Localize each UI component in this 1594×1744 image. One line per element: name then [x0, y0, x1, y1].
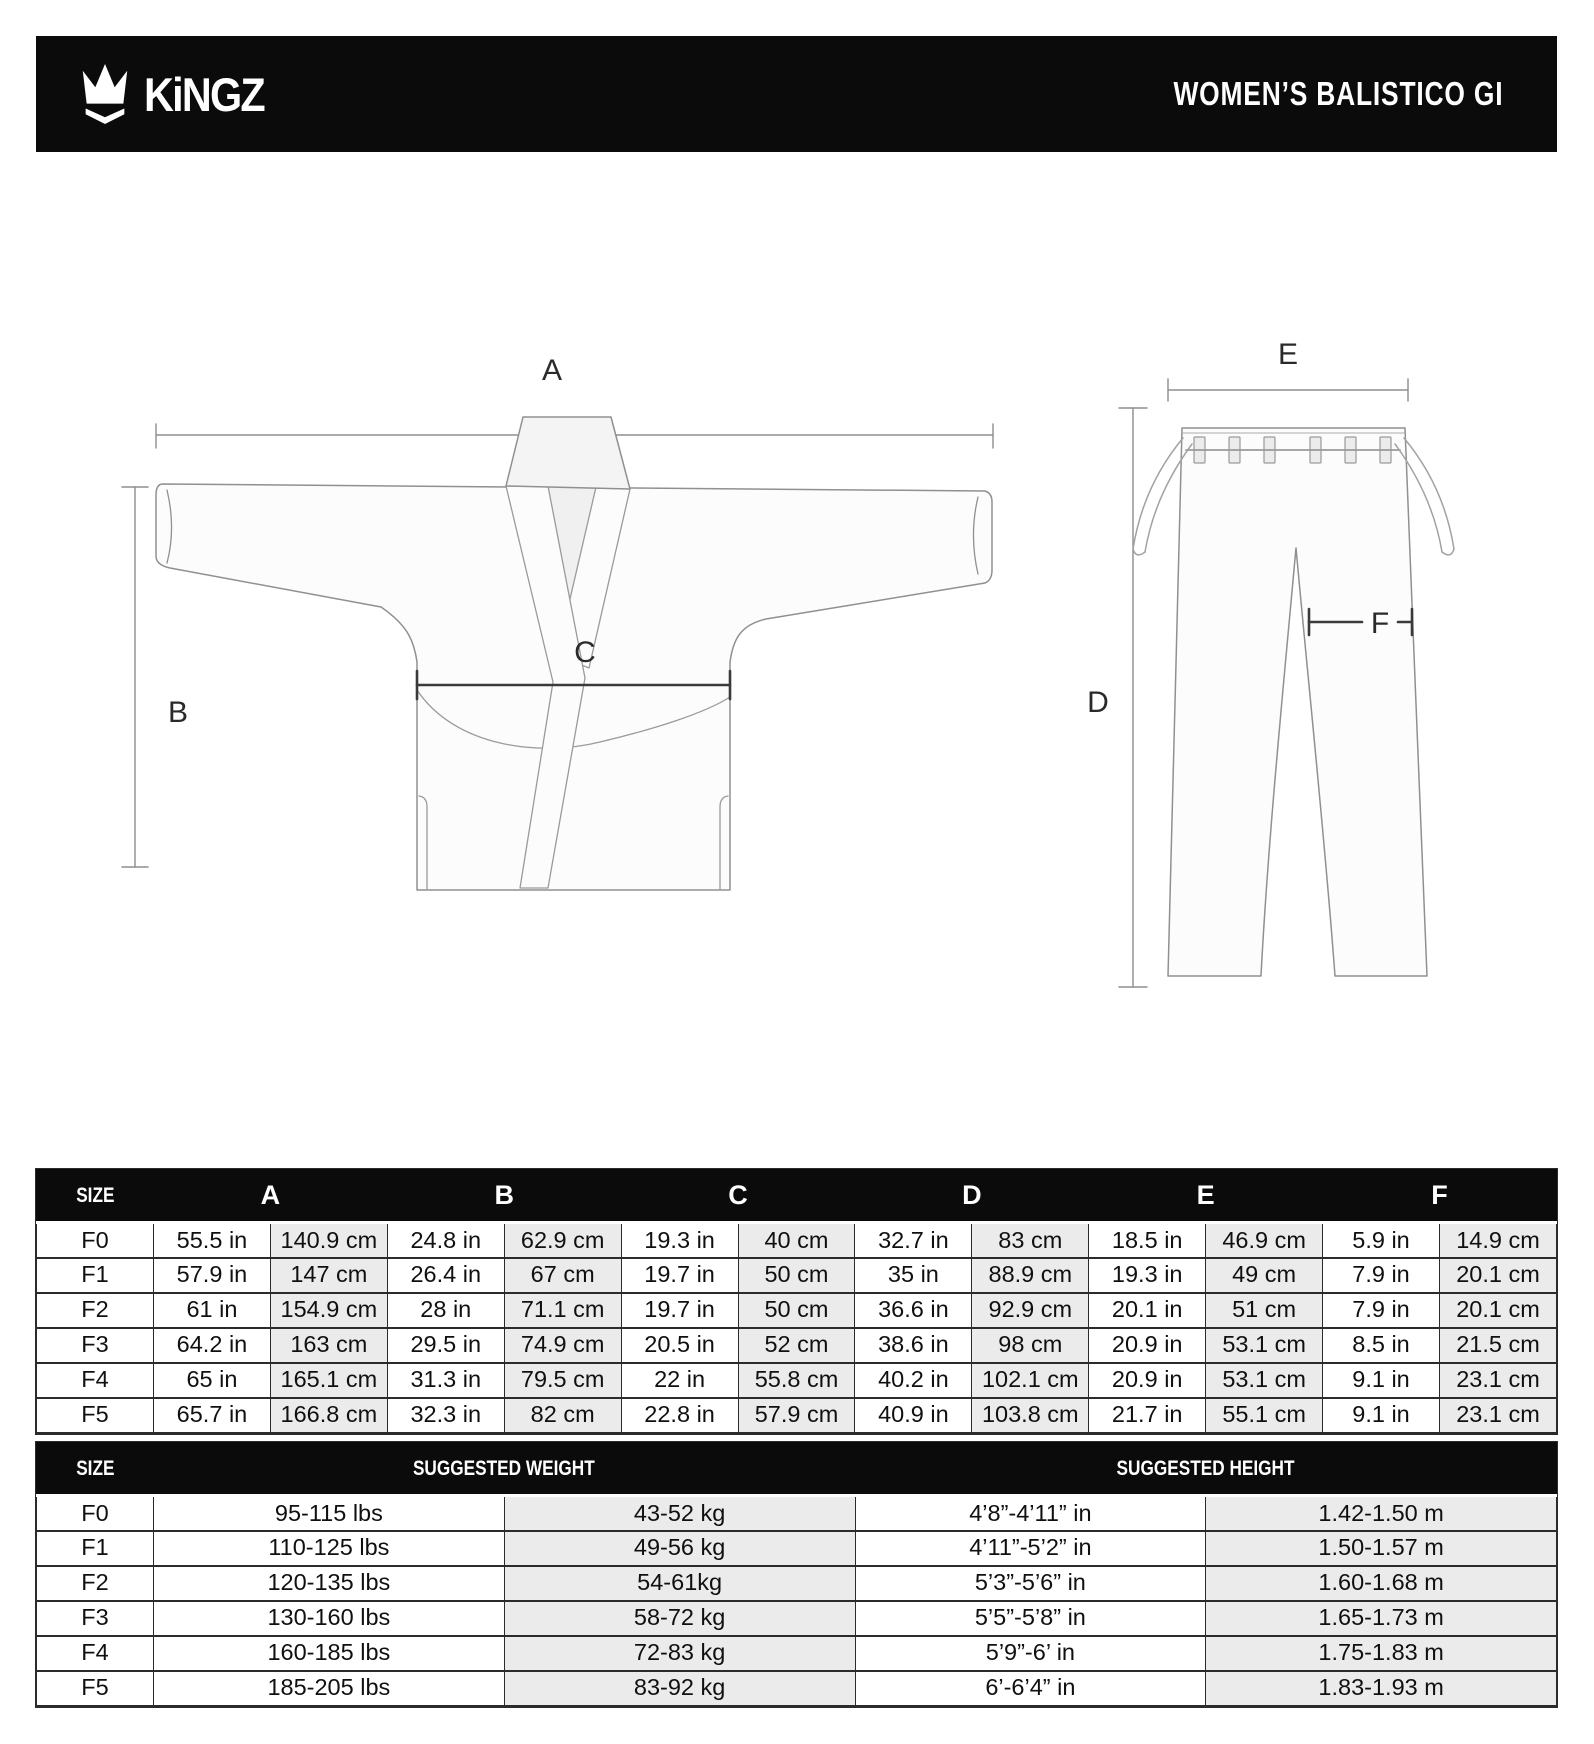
value-cell: 23.1 cm: [1439, 1398, 1556, 1433]
value-cell: 49-56 kg: [504, 1531, 855, 1566]
value-cell: 72-83 kg: [504, 1636, 855, 1671]
size-column-header: SIZE: [37, 1170, 154, 1223]
size-table-header-row: [37, 1170, 1557, 1223]
value-cell: 21.7 in: [1089, 1398, 1206, 1433]
value-cell: 5’9”-6’ in: [855, 1636, 1206, 1671]
suggested-weight-header: SUGGESTED WEIGHT: [154, 1443, 856, 1496]
value-cell: 64.2 in: [154, 1328, 271, 1363]
value-cell: 88.9 cm: [972, 1258, 1089, 1293]
jacket-label-c: C: [574, 636, 596, 669]
value-cell: 1.42-1.50 m: [1206, 1496, 1557, 1531]
value-cell: 20.1 cm: [1439, 1258, 1556, 1293]
value-cell: 82 cm: [504, 1398, 621, 1433]
value-cell: 19.3 in: [621, 1223, 738, 1258]
value-cell: 20.1 cm: [1439, 1293, 1556, 1328]
value-cell: 53.1 cm: [1206, 1328, 1323, 1363]
value-cell: 21.5 cm: [1439, 1328, 1556, 1363]
value-cell: 24.8 in: [387, 1223, 504, 1258]
value-cell: 40.9 in: [855, 1398, 972, 1433]
pants-outline: [1168, 428, 1427, 976]
value-cell: 52 cm: [738, 1328, 855, 1363]
value-cell: 20.5 in: [621, 1328, 738, 1363]
value-cell: 53.1 cm: [1206, 1363, 1323, 1398]
value-cell: 57.9 in: [154, 1258, 271, 1293]
value-cell: 20.9 in: [1089, 1328, 1206, 1363]
value-cell: 22 in: [621, 1363, 738, 1398]
table-row: [37, 1398, 1557, 1433]
size-cell: F1: [37, 1258, 154, 1293]
size-cell: F3: [37, 1328, 154, 1363]
value-cell: 32.7 in: [855, 1223, 972, 1258]
pants-label-f: F: [1370, 607, 1390, 640]
value-cell: 95-115 lbs: [154, 1496, 505, 1531]
value-cell: 1.83-1.93 m: [1206, 1671, 1557, 1706]
value-cell: 51 cm: [1206, 1293, 1323, 1328]
value-cell: 163 cm: [270, 1328, 387, 1363]
value-cell: 29.5 in: [387, 1328, 504, 1363]
value-cell: 120-135 lbs: [154, 1566, 505, 1601]
value-cell: 1.75-1.83 m: [1206, 1636, 1557, 1671]
value-cell: 9.1 in: [1323, 1398, 1440, 1433]
value-cell: 65.7 in: [154, 1398, 271, 1433]
value-cell: 67 cm: [504, 1258, 621, 1293]
value-cell: 8.5 in: [1323, 1328, 1440, 1363]
value-cell: 31.3 in: [387, 1363, 504, 1398]
value-cell: 7.9 in: [1323, 1258, 1440, 1293]
value-cell: 1.65-1.73 m: [1206, 1601, 1557, 1636]
value-cell: 92.9 cm: [972, 1293, 1089, 1328]
value-cell: 79.5 cm: [504, 1363, 621, 1398]
size-measurement-table: [36, 1169, 1557, 1434]
value-cell: 20.1 in: [1089, 1293, 1206, 1328]
size-cell: F1: [37, 1531, 154, 1566]
suggested-height-header: SUGGESTED HEIGHT: [855, 1443, 1557, 1496]
measure-column-header: F: [1323, 1170, 1557, 1223]
table-row: [37, 1636, 1557, 1671]
value-cell: 4’11”-5’2” in: [855, 1531, 1206, 1566]
table-row: [37, 1258, 1557, 1293]
value-cell: 19.7 in: [621, 1258, 738, 1293]
table-row: [37, 1671, 1557, 1706]
measure-column-header: A: [154, 1170, 388, 1223]
table-row: [37, 1496, 1557, 1531]
size-cell: F5: [37, 1398, 154, 1433]
value-cell: 154.9 cm: [270, 1293, 387, 1328]
value-cell: 110-125 lbs: [154, 1531, 505, 1566]
jacket-label-b: B: [167, 696, 189, 729]
table-row: [37, 1328, 1557, 1363]
value-cell: 43-52 kg: [504, 1496, 855, 1531]
value-cell: 26.4 in: [387, 1258, 504, 1293]
pants-length-dimension-line: [1119, 408, 1147, 987]
value-cell: 38.6 in: [855, 1328, 972, 1363]
page-title: WOMEN’S BALISTICO GI: [1173, 75, 1503, 112]
value-cell: 1.60-1.68 m: [1206, 1566, 1557, 1601]
size-cell: F2: [37, 1566, 154, 1601]
value-cell: 166.8 cm: [270, 1398, 387, 1433]
value-cell: 140.9 cm: [270, 1223, 387, 1258]
size-cell: F0: [37, 1496, 154, 1531]
value-cell: 14.9 cm: [1439, 1223, 1556, 1258]
measure-column-header: B: [387, 1170, 621, 1223]
value-cell: 7.9 in: [1323, 1293, 1440, 1328]
value-cell: 49 cm: [1206, 1258, 1323, 1293]
value-cell: 102.1 cm: [972, 1363, 1089, 1398]
value-cell: 5’5”-5’8” in: [855, 1601, 1206, 1636]
table-row: [37, 1601, 1557, 1636]
table-row: [37, 1531, 1557, 1566]
jacket-length-dimension-line: [122, 487, 148, 867]
pants-waist-dimension-line: [1168, 379, 1408, 401]
value-cell: 57.9 cm: [738, 1398, 855, 1433]
size-cell: F4: [37, 1636, 154, 1671]
value-cell: 18.5 in: [1089, 1223, 1206, 1258]
value-cell: 147 cm: [270, 1258, 387, 1293]
value-cell: 5’3”-5’6” in: [855, 1566, 1206, 1601]
value-cell: 40.2 in: [855, 1363, 972, 1398]
value-cell: 1.50-1.57 m: [1206, 1531, 1557, 1566]
value-cell: 165.1 cm: [270, 1363, 387, 1398]
kingz-crown-icon: [76, 63, 134, 125]
table-row: [37, 1566, 1557, 1601]
value-cell: 35 in: [855, 1258, 972, 1293]
brand-logo: [76, 63, 280, 125]
value-cell: 65 in: [154, 1363, 271, 1398]
table-row: [37, 1293, 1557, 1328]
fit-table-header-row: [37, 1443, 1557, 1496]
value-cell: 22.8 in: [621, 1398, 738, 1433]
value-cell: 28 in: [387, 1293, 504, 1328]
value-cell: 36.6 in: [855, 1293, 972, 1328]
size-cell: F3: [37, 1601, 154, 1636]
value-cell: 55.5 in: [154, 1223, 271, 1258]
size-cell: F0: [37, 1223, 154, 1258]
gi-measurement-diagram: [0, 150, 1594, 1050]
value-cell: 50 cm: [738, 1293, 855, 1328]
value-cell: 46.9 cm: [1206, 1223, 1323, 1258]
value-cell: 71.1 cm: [504, 1293, 621, 1328]
table-row: [37, 1223, 1557, 1258]
value-cell: 19.7 in: [621, 1293, 738, 1328]
size-column-header: SIZE: [37, 1443, 154, 1496]
measure-column-header: E: [1089, 1170, 1323, 1223]
value-cell: 160-185 lbs: [154, 1636, 505, 1671]
value-cell: 103.8 cm: [972, 1398, 1089, 1433]
brand-header-bar: [36, 36, 1557, 152]
value-cell: 50 cm: [738, 1258, 855, 1293]
size-cell: F4: [37, 1363, 154, 1398]
fit-suggestion-table: [36, 1442, 1557, 1707]
measure-column-header: C: [621, 1170, 855, 1223]
value-cell: 83 cm: [972, 1223, 1089, 1258]
value-cell: 74.9 cm: [504, 1328, 621, 1363]
size-cell: F2: [37, 1293, 154, 1328]
value-cell: 185-205 lbs: [154, 1671, 505, 1706]
value-cell: 32.3 in: [387, 1398, 504, 1433]
value-cell: 40 cm: [738, 1223, 855, 1258]
jacket-label-a: A: [541, 354, 563, 387]
value-cell: 20.9 in: [1089, 1363, 1206, 1398]
value-cell: 6’-6’4” in: [855, 1671, 1206, 1706]
value-cell: 54-61kg: [504, 1566, 855, 1601]
value-cell: 62.9 cm: [504, 1223, 621, 1258]
value-cell: 5.9 in: [1323, 1223, 1440, 1258]
value-cell: 55.8 cm: [738, 1363, 855, 1398]
value-cell: 61 in: [154, 1293, 271, 1328]
value-cell: 98 cm: [972, 1328, 1089, 1363]
size-cell: F5: [37, 1671, 154, 1706]
table-row: [37, 1363, 1557, 1398]
pants-label-d: D: [1087, 686, 1109, 719]
value-cell: 9.1 in: [1323, 1363, 1440, 1398]
value-cell: 130-160 lbs: [154, 1601, 505, 1636]
pants-label-e: E: [1277, 338, 1299, 371]
measure-column-header: D: [855, 1170, 1089, 1223]
value-cell: 58-72 kg: [504, 1601, 855, 1636]
value-cell: 23.1 cm: [1439, 1363, 1556, 1398]
value-cell: 83-92 kg: [504, 1671, 855, 1706]
value-cell: 55.1 cm: [1206, 1398, 1323, 1433]
jacket-collar: [506, 417, 630, 489]
value-cell: 19.3 in: [1089, 1258, 1206, 1293]
brand-wordmark: KiNGZ: [144, 67, 264, 121]
value-cell: 4’8”-4’11” in: [855, 1496, 1206, 1531]
